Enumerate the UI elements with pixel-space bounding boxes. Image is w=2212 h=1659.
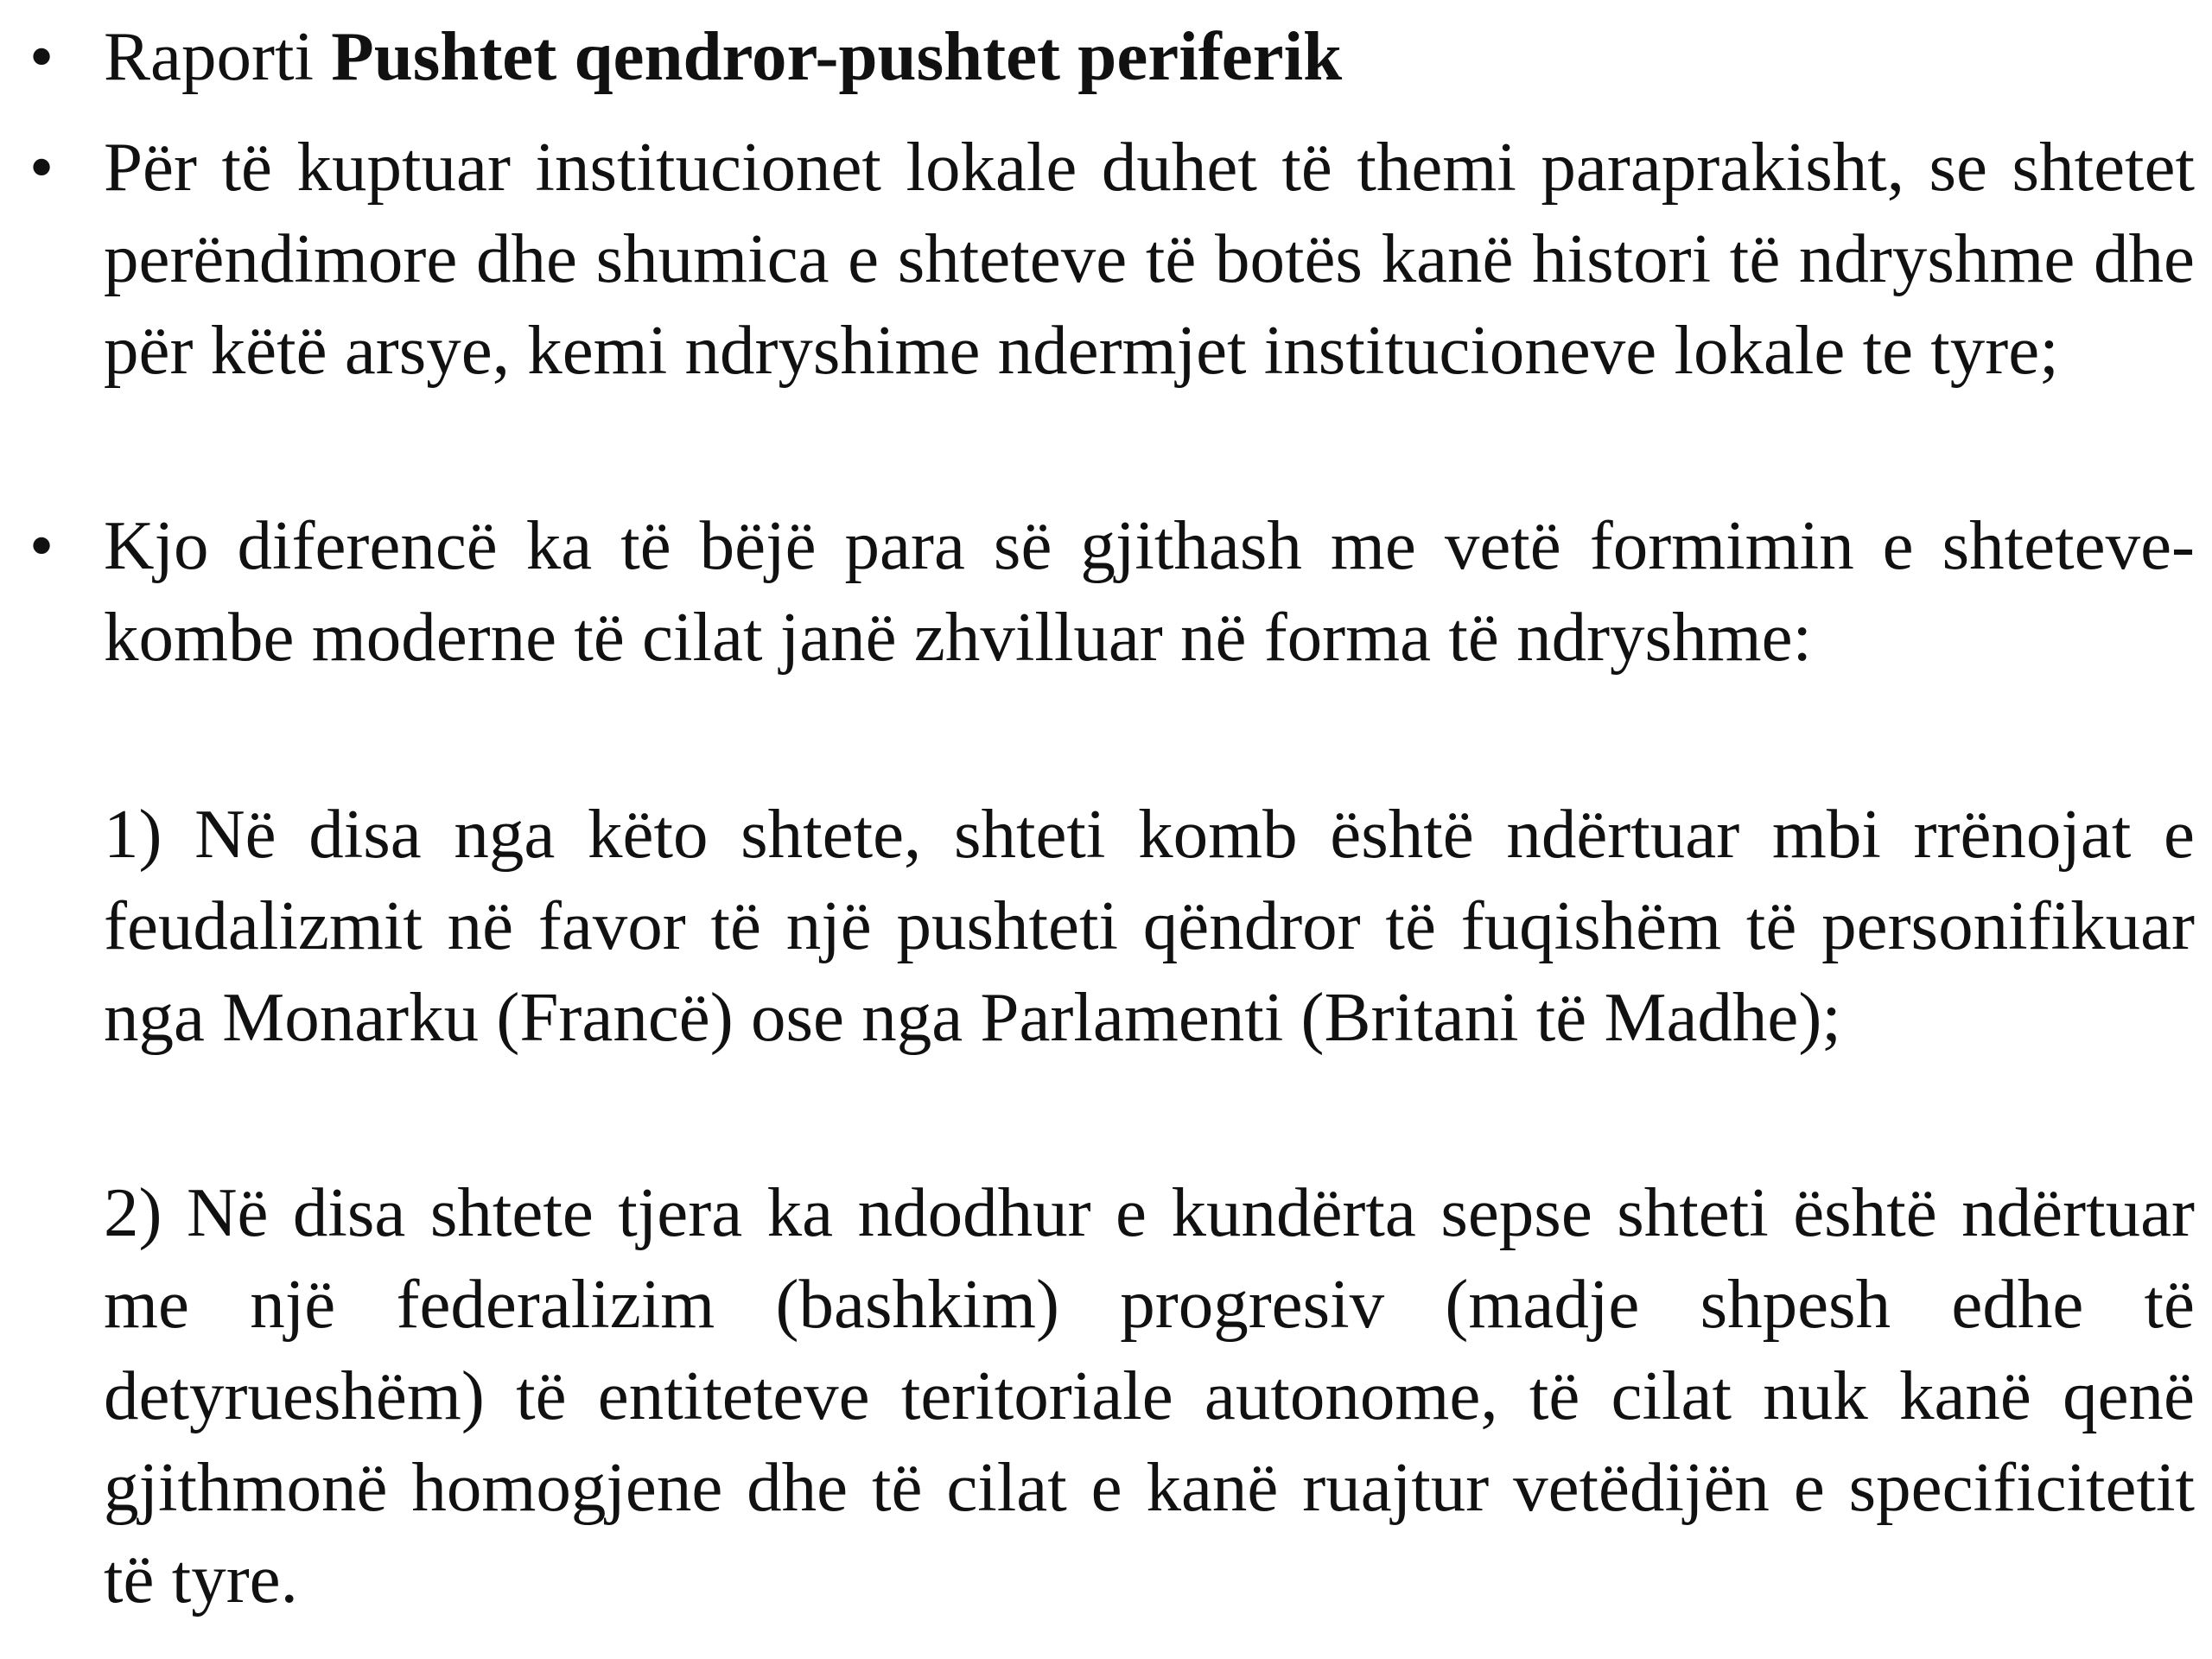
bullet-marker: • <box>29 506 54 584</box>
sub-item-text: 2) Në disa shtete tjera ka ndodhur e kundërta sepse shteti është ndërtuar me një federalizim (bashkim) progresiv (madje shpesh edhe të detyrueshëm) të entiteteve teritoriale autonome, të cilat nuk kanë qenë gjithmonë homogjene dhe të cilat e kanë ruajtur vetëdijën e specificitetit të tyre. <box>104 1173 2195 1618</box>
bullet-text: Kjo diferencë ka të bëjë para së gjithash me vetë formimin e shteteve-kombe moderne të cilat janë zhvilluar në forma të ndryshme: <box>104 506 2195 676</box>
bullet-item-difference <box>29 499 2195 683</box>
heading-prefix: Raporti <box>104 17 332 95</box>
bullet-text: Për të kuptuar institucionet lokale duhet të themi paraprakisht, se shtetet perëndimore dhe shumica e shteteve të botës kanë histori të ndryshme dhe për këtë arsye, kemi ndryshime ndermjet institucioneve lokale te tyre; <box>104 128 2195 389</box>
bullet-marker: • <box>29 17 54 95</box>
bullet-item-heading <box>29 10 2195 102</box>
sub-item-text: 1) Në disa nga këto shtete, shteti komb është ndërtuar mbi rrënojat e feudalizmit në favor të një pushteti qëndror të fuqishëm të personifikuar nga Monarku (Francë) ose nga Parlamenti (Britani të Madhe); <box>104 795 2195 1056</box>
sub-item-1 <box>104 788 2195 1063</box>
bullet-marker: • <box>29 128 54 206</box>
bullet-item-local-institutions <box>29 121 2195 396</box>
heading-bold-title: Pushtet qendror-pushtet periferik <box>331 17 1343 95</box>
sub-item-2 <box>104 1166 2195 1624</box>
